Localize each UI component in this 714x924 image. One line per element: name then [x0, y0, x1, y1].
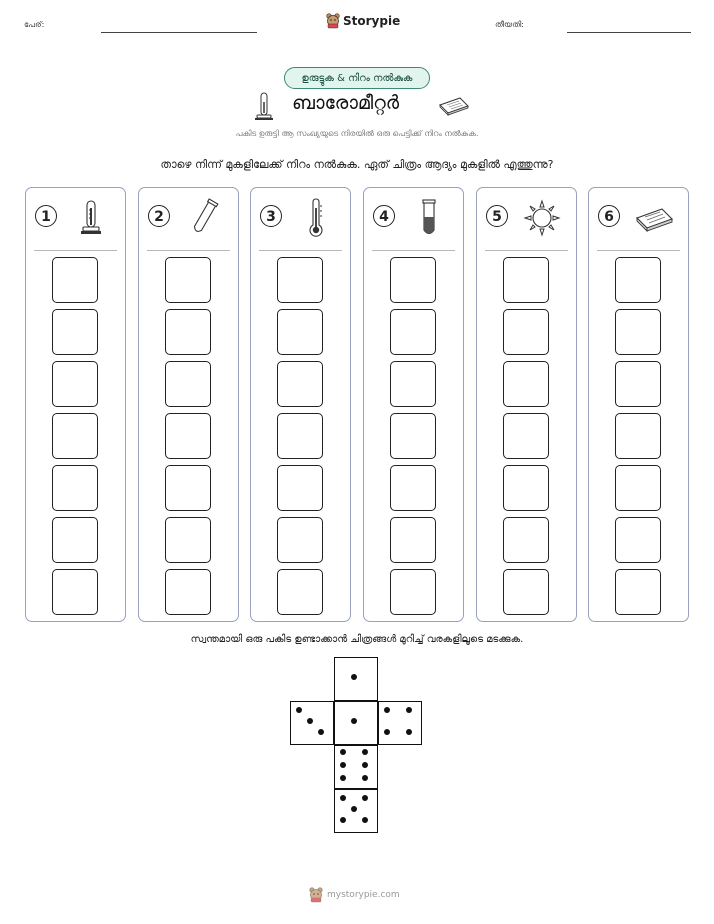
color-box[interactable] — [615, 361, 661, 407]
thermometer-icon — [296, 198, 336, 238]
sun-icon — [522, 198, 562, 238]
die-pip — [351, 718, 357, 724]
die-pip — [351, 674, 357, 680]
weather-plate-icon — [438, 96, 470, 116]
column-3 — [250, 187, 351, 622]
color-box[interactable] — [615, 413, 661, 459]
bear-icon — [309, 887, 323, 903]
color-box[interactable] — [615, 465, 661, 511]
color-box[interactable] — [615, 517, 661, 563]
color-box[interactable] — [165, 465, 211, 511]
die-pip — [362, 795, 368, 801]
column-header — [139, 188, 238, 250]
color-box[interactable] — [165, 569, 211, 615]
barometer-icon — [71, 198, 111, 238]
column-divider — [372, 250, 455, 251]
color-box[interactable] — [52, 361, 98, 407]
color-box[interactable] — [52, 465, 98, 511]
die-pip — [384, 729, 390, 735]
die-pip — [340, 762, 346, 768]
column-number: 5 — [486, 205, 508, 227]
column-number: 3 — [260, 205, 282, 227]
die-pip — [318, 729, 324, 735]
color-box[interactable] — [390, 569, 436, 615]
color-box[interactable] — [277, 413, 323, 459]
column-header — [477, 188, 576, 250]
die-pip — [340, 775, 346, 781]
bear-icon — [326, 13, 340, 29]
die-pip — [406, 729, 412, 735]
color-box[interactable] — [277, 569, 323, 615]
column-5 — [476, 187, 577, 622]
column-number: 1 — [35, 205, 57, 227]
color-box[interactable] — [503, 361, 549, 407]
color-box[interactable] — [390, 257, 436, 303]
column-header — [364, 188, 463, 250]
column-number: 2 — [148, 205, 170, 227]
color-box[interactable] — [503, 569, 549, 615]
weather-plate-icon — [634, 198, 674, 238]
die-face — [378, 701, 422, 745]
instruction-text: താഴെ നിന്ന് മുകളിലേക്ക് നിറം നൽകുക. ഏത് ചിത്രം ആദ്യം മുകളിൽ എത്തുന്നു? — [160, 158, 554, 171]
activity-badge: ഉരുട്ടുക & നിറം നൽകുക — [284, 67, 430, 89]
color-box[interactable] — [390, 309, 436, 355]
brand-logo — [326, 13, 400, 29]
color-box[interactable] — [503, 465, 549, 511]
column-divider — [147, 250, 230, 251]
color-box[interactable] — [277, 361, 323, 407]
color-box[interactable] — [52, 569, 98, 615]
color-box[interactable] — [390, 361, 436, 407]
footer-url[interactable]: mystorypie.com — [327, 890, 400, 900]
column-4 — [363, 187, 464, 622]
die-pip — [340, 817, 346, 823]
column-number: 4 — [373, 205, 395, 227]
column-1 — [25, 187, 126, 622]
die-pip — [296, 707, 302, 713]
color-box[interactable] — [503, 517, 549, 563]
color-box[interactable] — [277, 517, 323, 563]
color-box[interactable] — [165, 257, 211, 303]
color-box[interactable] — [503, 257, 549, 303]
die-pip — [362, 749, 368, 755]
die-face — [334, 789, 378, 833]
color-box[interactable] — [503, 309, 549, 355]
color-box[interactable] — [503, 413, 549, 459]
die-face — [334, 745, 378, 789]
color-box[interactable] — [52, 257, 98, 303]
color-box[interactable] — [390, 465, 436, 511]
column-header — [251, 188, 350, 250]
color-box[interactable] — [165, 517, 211, 563]
color-box[interactable] — [52, 309, 98, 355]
column-6 — [588, 187, 689, 622]
column-number: 6 — [598, 205, 620, 227]
subtitle: പകിട ഉരുട്ടി ആ സംഖ്യയുടെ നിരയിൽ ഒരു പെട്ടിക്ക് നിറം നൽകുക. — [235, 129, 479, 138]
color-box[interactable] — [277, 309, 323, 355]
test-tube-icon — [184, 198, 224, 238]
color-box[interactable] — [615, 569, 661, 615]
page-title: ബാരോമീറ്റർ — [292, 92, 400, 114]
color-box[interactable] — [52, 517, 98, 563]
cut-instruction: സ്വന്തമായി ഒരു പകിട ഉണ്ടാക്കാൻ ചിത്രങ്ങൾ മുറിച്ച് വരകളിലൂടെ മടക്കുക. — [190, 634, 524, 645]
column-divider — [485, 250, 568, 251]
name-line[interactable] — [101, 32, 257, 33]
die-pip — [351, 806, 357, 812]
color-box[interactable] — [165, 309, 211, 355]
color-box[interactable] — [277, 257, 323, 303]
die-pip — [340, 795, 346, 801]
color-box[interactable] — [165, 361, 211, 407]
color-box[interactable] — [165, 413, 211, 459]
die-pip — [362, 817, 368, 823]
column-header — [589, 188, 688, 250]
die-pip — [362, 775, 368, 781]
name-label: പേര്: — [24, 20, 45, 29]
color-box[interactable] — [390, 413, 436, 459]
die-pip — [340, 749, 346, 755]
color-box[interactable] — [52, 413, 98, 459]
die-pip — [307, 718, 313, 724]
die-pip — [362, 762, 368, 768]
footer — [309, 887, 400, 903]
die-face — [334, 701, 378, 745]
column-divider — [597, 250, 680, 251]
date-line[interactable] — [567, 32, 691, 33]
die-face — [290, 701, 334, 745]
color-box[interactable] — [615, 309, 661, 355]
die-pip — [384, 707, 390, 713]
color-box[interactable] — [390, 517, 436, 563]
die-face — [334, 657, 378, 701]
column-2 — [138, 187, 239, 622]
color-box[interactable] — [615, 257, 661, 303]
test-tube-liquid-icon — [409, 198, 449, 238]
brand-name: Storypie — [343, 14, 401, 28]
column-divider — [34, 250, 117, 251]
color-box[interactable] — [277, 465, 323, 511]
date-label: തീയതി: — [495, 20, 524, 29]
column-divider — [259, 250, 342, 251]
barometer-icon — [254, 92, 274, 122]
column-header — [26, 188, 125, 250]
die-pip — [406, 707, 412, 713]
